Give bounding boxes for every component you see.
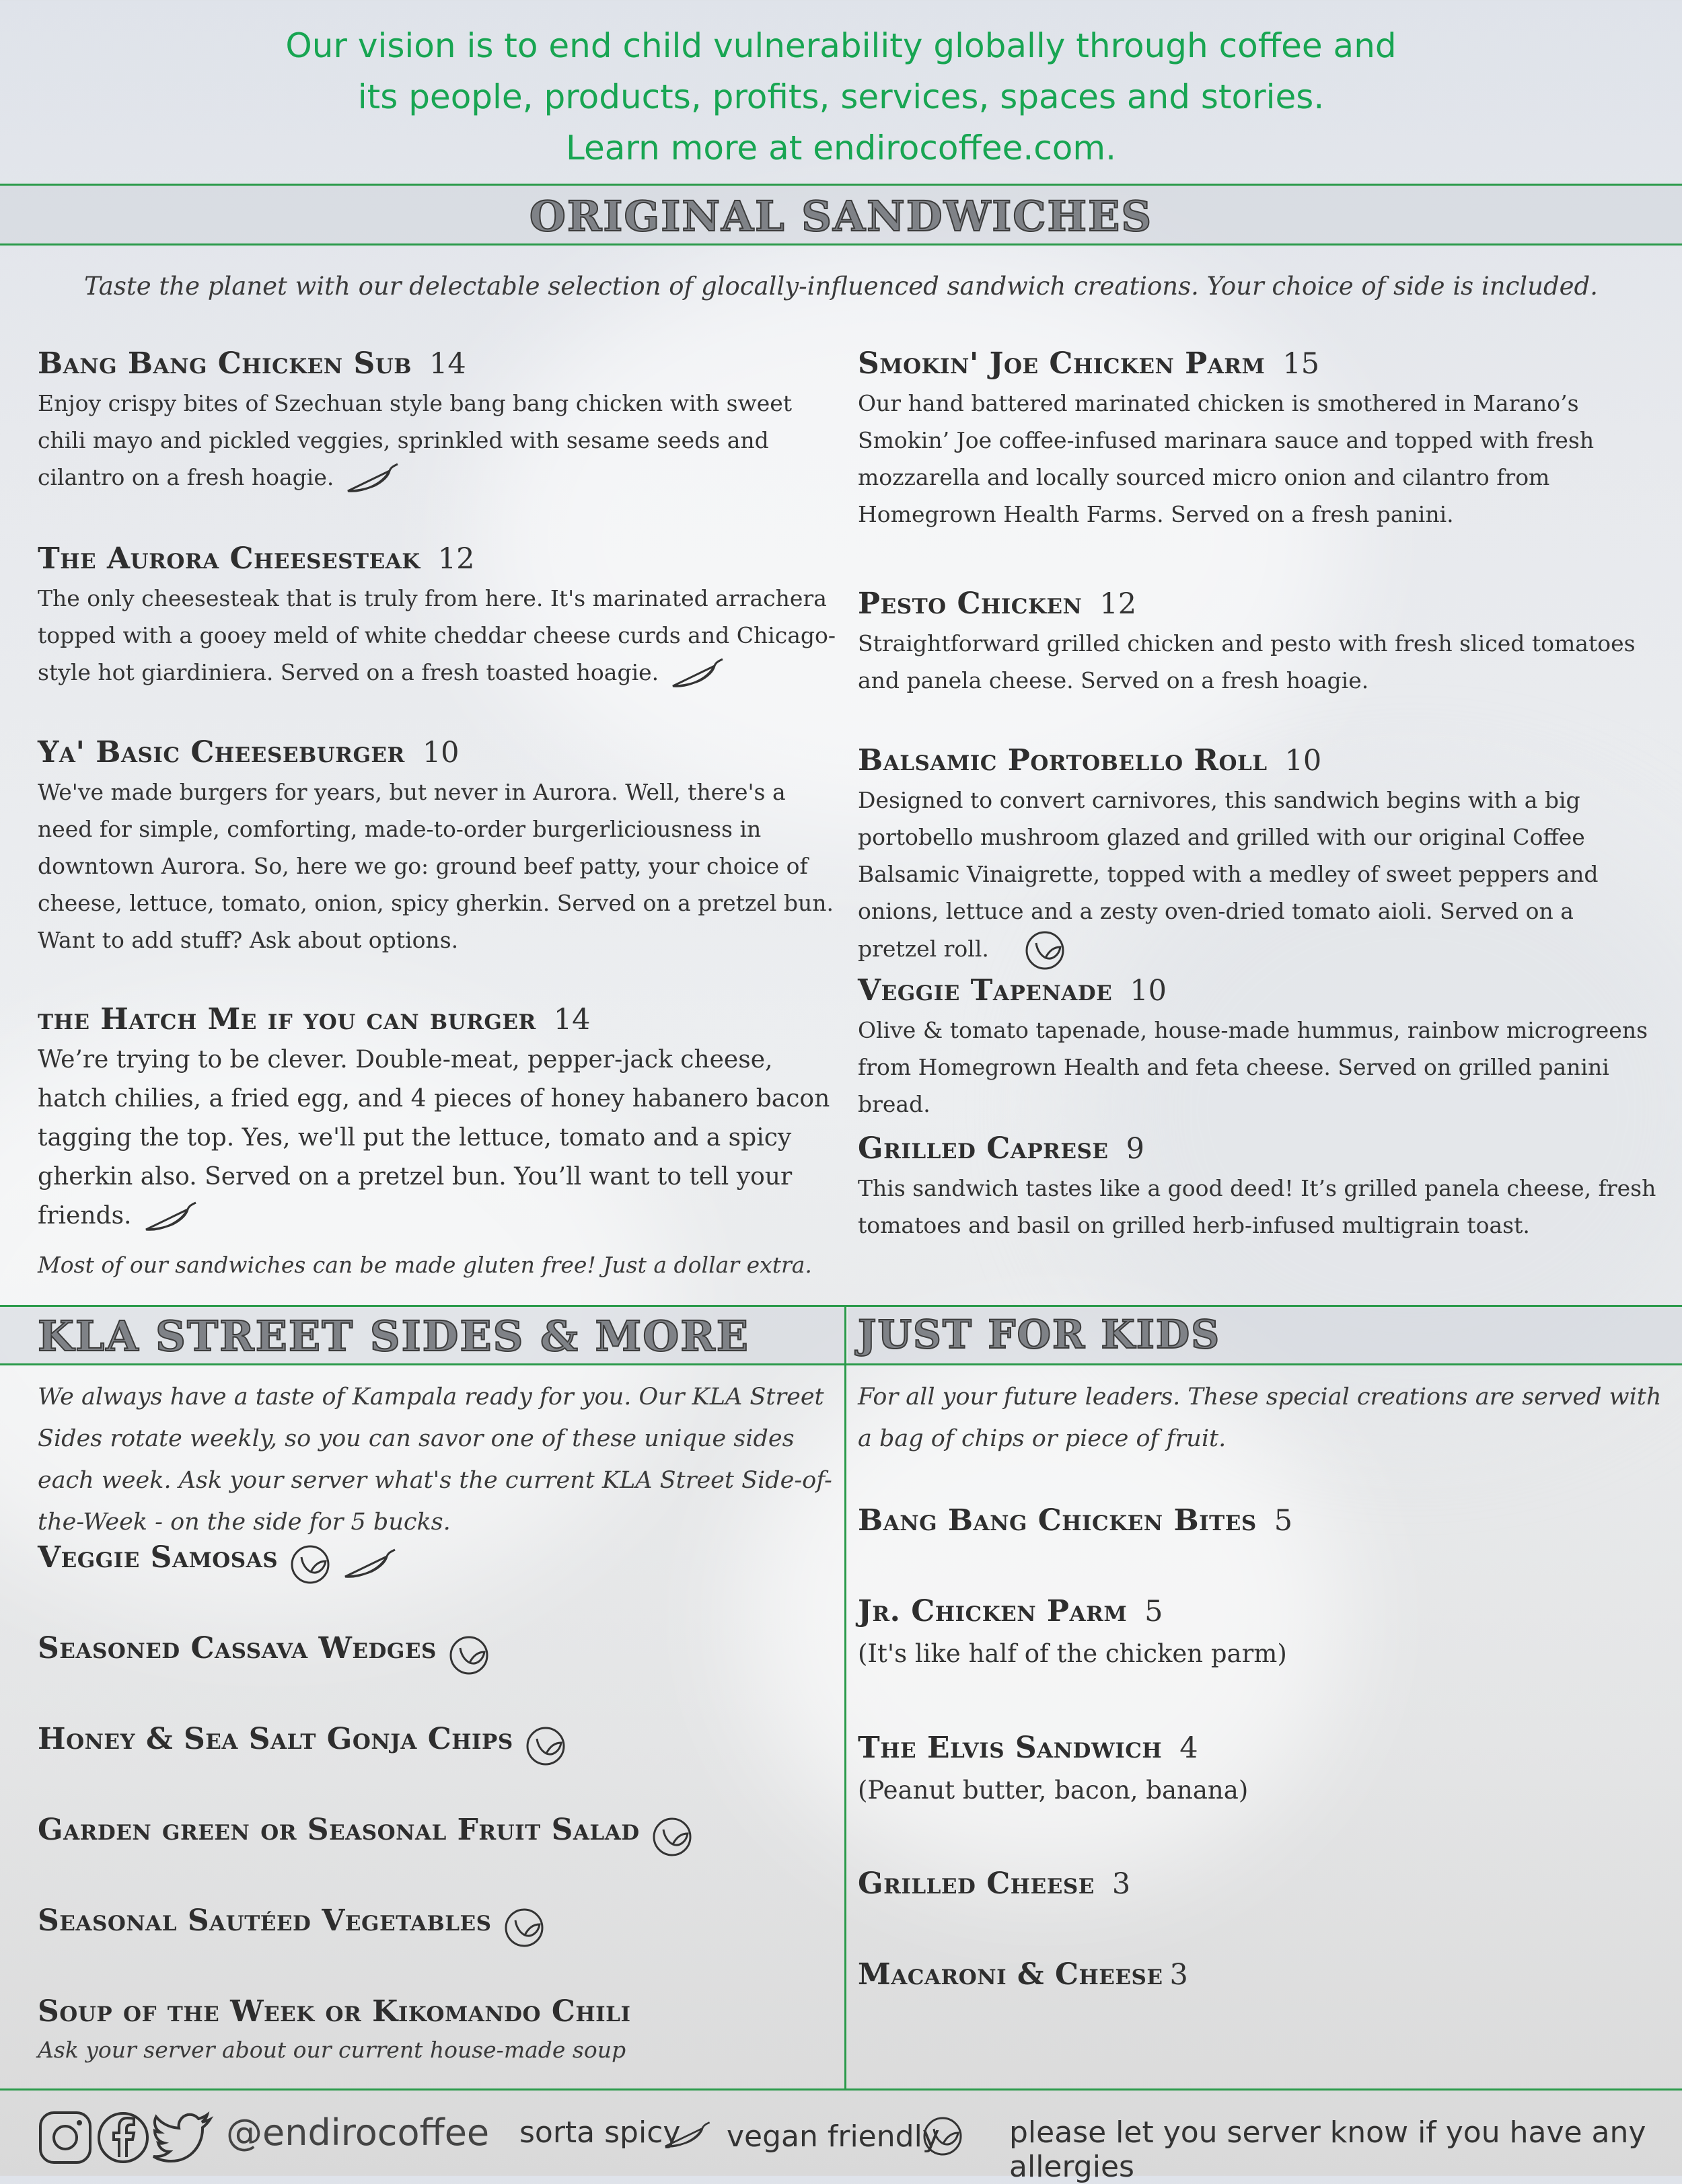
item-price: 14: [553, 1003, 591, 1037]
item-name: Bang Bang Chicken Sub: [38, 346, 412, 381]
gluten-free-note: Most of our sandwiches can be made gluten free! Just a dollar extra.: [38, 1252, 812, 1278]
menu-item: [38, 1002, 845, 1238]
item-name: Soup of the Week or Kikomando Chili: [38, 1994, 631, 2029]
item-price: 12: [437, 542, 475, 576]
leaf-badge-icon: [1023, 930, 1070, 971]
item-name: Seasonal Sautéed Vegetables: [38, 1904, 492, 1938]
item-price: 15: [1282, 347, 1320, 381]
section-title-sides: KLA STREET SIDES & MORE: [38, 1312, 749, 1361]
leaf-badge-icon: [502, 1907, 549, 1949]
social-handle[interactable]: @endirocoffee: [226, 2111, 490, 2154]
menu-item: [38, 346, 845, 499]
sides-intro: We always have a taste of Kampala ready for you. Our KLA Street Sides rotate weekly, so you can savor one of these unique sides each week. Ask your server what's the current KLA Street Side-of-the-Week - on the side for 5 bucks.: [38, 1384, 832, 1536]
section-title-sandwiches: ORIGINAL SANDWICHES: [529, 192, 1153, 241]
side-item: [38, 1722, 838, 1767]
twitter-icon[interactable]: [152, 2110, 214, 2165]
item-name: The Elvis Sandwich: [858, 1731, 1163, 1765]
item-description-text: Enjoy crispy bites of Szechuan style bang bang chicken with sweet chili mayo and pickled veggies, sprinkled with sesame seeds and cilantro on a fresh hoagie.: [38, 390, 793, 490]
item-note: Ask your server about our current house-made soup: [38, 2037, 626, 2063]
menu-item: [858, 1131, 1658, 1244]
item-price: 3: [1111, 1867, 1131, 1901]
item-description: Straightforward grilled chicken and pesto with fresh sliced tomatoes and panela cheese. Served on a fresh hoagie.: [858, 630, 1636, 693]
vision-line: its people, products, profits, services, spaces and stories.: [357, 77, 1325, 116]
item-name: Veggie Samosas: [38, 1540, 279, 1575]
item-price: 5: [1144, 1595, 1163, 1628]
menu-item: [858, 743, 1658, 971]
kids-item: [858, 1594, 1658, 1674]
spicy-legend-label: sorta spicy: [519, 2115, 681, 2150]
item-description: [38, 1041, 845, 1238]
item-name: Honey & Sea Salt Gonja Chips: [38, 1722, 513, 1756]
item-name: Grilled Caprese: [858, 1131, 1109, 1166]
item-name: Veggie Tapenade: [858, 973, 1113, 1008]
chili-pepper-icon: [666, 654, 727, 694]
chili-pepper-icon: [659, 2115, 713, 2156]
footer: [0, 2095, 1682, 2184]
item-name: Seasoned Cassava Wedges: [38, 1631, 437, 1665]
leaf-badge-icon: [523, 1725, 571, 1767]
item-price: 10: [1130, 974, 1167, 1008]
kids-item: [858, 1731, 1658, 1811]
item-name: Macaroni & Cheese: [858, 1957, 1163, 1992]
vegan-legend-label: vegan friendly: [727, 2119, 940, 2154]
kids-item: [858, 1867, 1658, 1901]
item-name: Bang Bang Chicken Bites: [858, 1503, 1257, 1538]
chili-pepper-icon: [139, 1197, 200, 1238]
sandwiches-intro: Taste the planet with our delectable selection of glocally-influenced sandwich creations. Your choice of side is included.: [84, 272, 1598, 301]
vision-statement: [0, 20, 1682, 174]
item-price: 5: [1274, 1504, 1293, 1538]
vision-line: Our vision is to end child vulnerability globally through coffee and: [285, 26, 1397, 65]
leaf-badge-icon: [920, 2115, 967, 2157]
facebook-icon[interactable]: [96, 2110, 151, 2165]
side-item: [38, 1994, 838, 2069]
item-name: Smokin' Joe Chicken Parm: [858, 346, 1266, 381]
menu-item: [38, 735, 845, 958]
item-name: Balsamic Portobello Roll: [858, 743, 1268, 778]
section-title-kids: JUST FOR KIDS: [858, 1312, 1221, 1357]
item-description-text: We’re trying to be clever. Double-meat, pepper-jack cheese, hatch chilies, a fried egg, and 4 pieces of honey habanero bacon tagging the top. Yes, we'll put the lettuce, tomato and a spicy gherkin also. Served on a pretzel bun. You’ll want to tell your friends.: [38, 1046, 830, 1230]
kids-item: [858, 1957, 1658, 1992]
menu-item: [858, 587, 1658, 699]
kids-intro: For all your future leaders. These special creations are served with a bag of chips or piece of fruit.: [858, 1384, 1662, 1452]
item-name: Pesto Chicken: [858, 587, 1083, 621]
vision-link-line[interactable]: Learn more at endirocoffee.com.: [566, 128, 1116, 167]
item-description: [38, 385, 845, 499]
allergy-note: please let you server know if you have any allergies: [1009, 2115, 1646, 2184]
item-name: Garden green or Seasonal Fruit Salad: [38, 1813, 640, 1847]
menu-item: [858, 346, 1658, 533]
menu-item: [38, 541, 845, 694]
item-description-text: Designed to convert carnivores, this sandwich begins with a big portobello mushroom glazed and grilled with our original Coffee Balsamic Vinaigrette, topped with a medley of sweet peppers and onions, lettuce and a zesty oven-dried tomato aioli. Served on a pretzel roll.: [858, 787, 1599, 962]
item-description: Olive & tomato tapenade, house-made hummus, rainbow microgreens from Homegrown Health and feta cheese. Served on grilled panini bread.: [858, 1017, 1648, 1117]
side-item: [38, 1540, 838, 1585]
item-name: Grilled Cheese: [858, 1867, 1095, 1901]
side-item: [38, 1904, 838, 1949]
leaf-badge-icon: [447, 1634, 494, 1676]
side-item: [38, 1631, 838, 1676]
item-name: Ya' Basic Cheeseburger: [38, 735, 405, 769]
kids-item: [858, 1503, 1658, 1538]
column-divider: [844, 1305, 846, 2088]
item-description: This sandwich tastes like a good deed! It’s grilled panela cheese, fresh tomatoes and basil on grilled herb-infused multigrain toast.: [858, 1175, 1656, 1238]
leaf-badge-icon: [288, 1544, 335, 1585]
item-description-text: The only cheesesteak that is truly from here. It's marinated arrachera topped with a gooey meld of white cheddar cheese curds and Chicago-style hot giardiniera. Served on a fresh toasted hoagie.: [38, 585, 836, 685]
item-price: 14: [429, 347, 466, 381]
item-note: (Peanut butter, bacon, banana): [858, 1776, 1249, 1805]
item-description: [38, 580, 845, 694]
instagram-icon[interactable]: [38, 2110, 93, 2165]
divider: [0, 2088, 1682, 2091]
item-price: 3: [1169, 1958, 1188, 1992]
item-name: The Aurora Cheesesteak: [38, 541, 420, 576]
item-price: 10: [1284, 744, 1322, 778]
item-price: 12: [1099, 587, 1137, 621]
item-description: We've made burgers for years, but never in Aurora. Well, there's a need for simple, comforting, made-to-order burgerliciousness in downtown Aurora. So, here we go: ground beef patty, your choice of cheese, lettuce, tomato, onion, spicy gherkin. Served on a pretzel bun. Want to add stuff? Ask about options.: [38, 779, 834, 953]
leaf-badge-icon: [650, 1816, 697, 1858]
item-price: 4: [1179, 1731, 1198, 1765]
menu-item: [858, 973, 1658, 1123]
item-description: [858, 782, 1658, 971]
item-price: 10: [422, 736, 460, 769]
item-name: Jr. Chicken Parm: [858, 1594, 1128, 1628]
item-price: 9: [1126, 1132, 1144, 1166]
divider: [0, 1363, 1682, 1365]
chili-pepper-icon: [338, 1544, 399, 1585]
item-description: Our hand battered marinated chicken is smothered in Marano’s Smokin’ Joe coffee-infused marinara sauce and topped with fresh mozzarella and locally sourced micro onion and cilantro from Homegrown Health Farms. Served on a fresh panini.: [858, 390, 1595, 527]
chili-pepper-icon: [341, 459, 402, 499]
side-item: [38, 1813, 838, 1858]
divider: [0, 243, 1682, 246]
item-note: (It's like half of the chicken parm): [858, 1639, 1287, 1668]
item-name: the Hatch Me if you can burger: [38, 1002, 536, 1037]
